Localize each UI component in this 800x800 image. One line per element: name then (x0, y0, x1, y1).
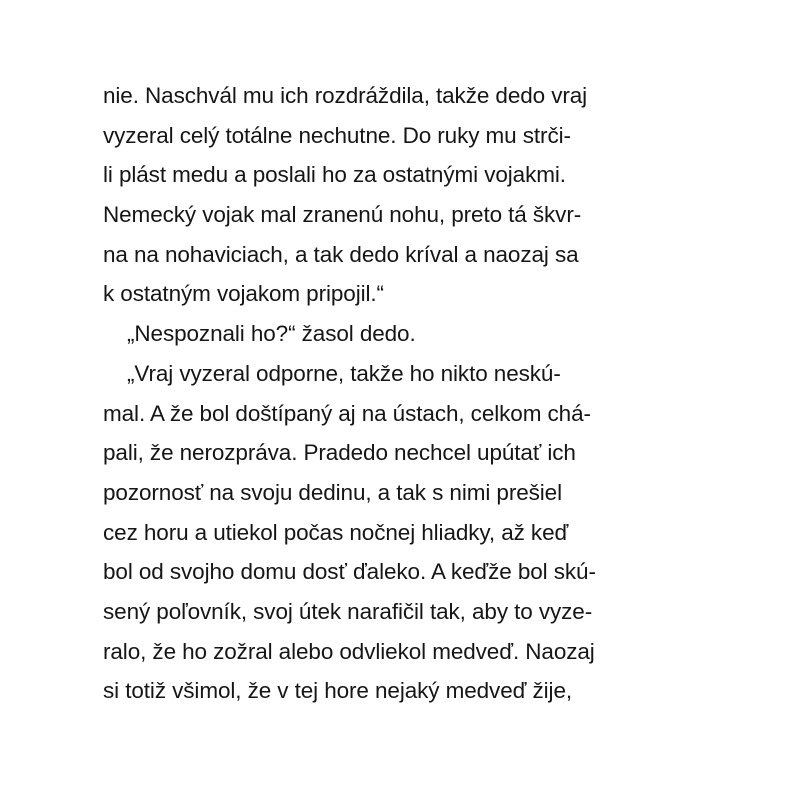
text-line: pozornosť na svoju dedinu, a tak s nimi prešiel (103, 479, 562, 505)
text-line: vyzeral celý totálne nechutne. Do ruky mu strči- (103, 122, 571, 148)
text-line: pali, že nerozpráva. Pradedo nechcel upútať ich (103, 440, 576, 466)
text-line: „Vraj vyzeral odporne, takže ho nikto neskú- (127, 360, 561, 386)
text-line: si totiž všimol, že v tej hore nejaký medveď žije, (103, 678, 573, 704)
text-line: bol od svojho domu dosť ďaleko. A keďže bol skú- (103, 559, 596, 585)
text-line: Nemecký vojak mal zranenú nohu, preto tá škvr- (103, 202, 582, 228)
text-line: sený poľovník, svoj útek narafičil tak, aby to vyze- (103, 598, 593, 624)
body-text (103, 76, 703, 711)
text-line: „Nespoznali ho?“ žasol dedo. (127, 321, 416, 347)
text-line: nie. Naschvál mu ich rozdráždila, takže dedo vraj (103, 83, 588, 108)
text-line: na na nohaviciach, a tak dedo kríval a naozaj sa (103, 241, 579, 267)
text-line: mal. A že bol doštípaný aj na ústach, celkom chá- (103, 400, 591, 426)
text-line: li plást medu a poslali ho za ostatnými vojakmi. (103, 162, 566, 188)
text-line: k ostatným vojakom pripojil.“ (103, 281, 384, 307)
text-line: ralo, že ho zožral alebo odvliekol medveď. Naozaj (103, 638, 595, 664)
text-line: cez horu a utiekol počas nočnej hliadky, až keď (103, 519, 569, 545)
